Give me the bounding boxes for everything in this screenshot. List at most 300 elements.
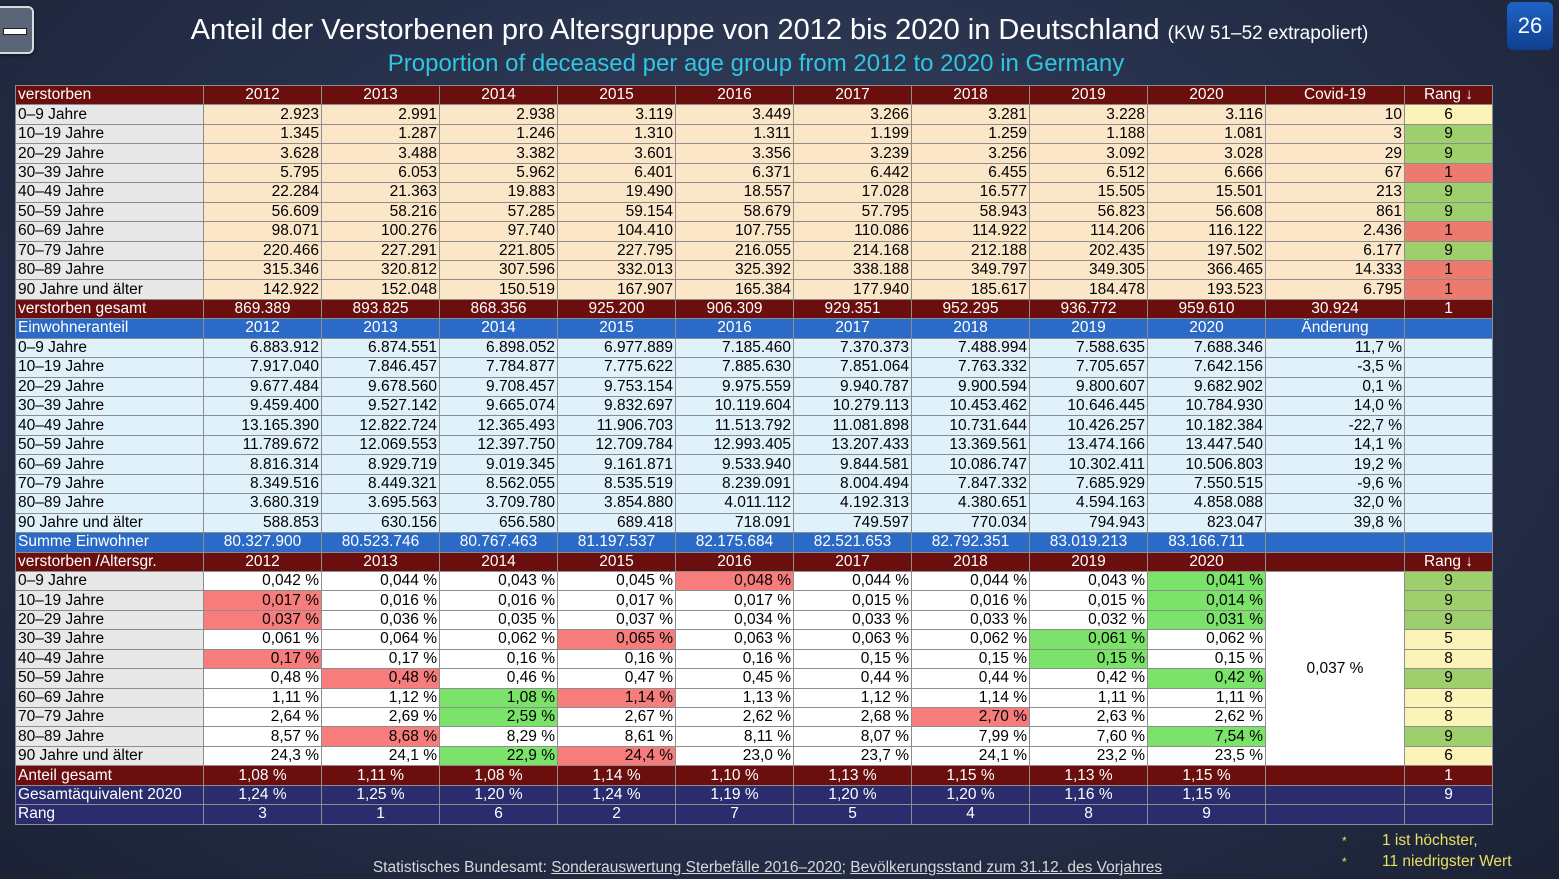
source-footer [0, 859, 1535, 877]
population-cell: 7.588.635 [1030, 338, 1148, 357]
death-count-cell: 19.883 [440, 183, 558, 202]
empty-cell [1405, 494, 1493, 513]
population-cell: 749.597 [794, 513, 912, 532]
deaths-row [16, 280, 1493, 299]
share-cell: 22,9 % [440, 746, 558, 765]
rank-cell: 9 [1405, 183, 1493, 202]
population-cell: 7.763.332 [912, 358, 1030, 377]
share-cell: 1,14 % [558, 688, 676, 707]
covid-count-cell: 10 [1266, 105, 1405, 124]
empty-cell [1405, 533, 1493, 552]
population-cell: 823.047 [1148, 513, 1266, 532]
death-count-cell: 56.609 [204, 202, 322, 221]
share-cell: 0,041 % [1148, 571, 1266, 590]
change-cell: 14,1 % [1266, 435, 1405, 454]
rang-cell: 1 [322, 805, 440, 824]
death-count-cell: 150.519 [440, 280, 558, 299]
death-count-cell: 3.116 [1148, 105, 1266, 124]
population-cell: 9.900.594 [912, 377, 1030, 396]
population-row [16, 338, 1493, 357]
covid-count-cell: 67 [1266, 163, 1405, 182]
equivalent-cell: 1,20 % [794, 785, 912, 804]
age-group-label: 10–19 Jahre [16, 358, 204, 377]
rang-cell: 6 [440, 805, 558, 824]
population-cell: 9.019.345 [440, 455, 558, 474]
population-row [16, 377, 1493, 396]
death-count-cell: 1.199 [794, 124, 912, 143]
share-total-label: Anteil gesamt [16, 766, 204, 785]
population-cell: 4.380.651 [912, 494, 1030, 513]
age-group-label: 90 Jahre und älter [16, 280, 204, 299]
share-cell: 0,44 % [912, 669, 1030, 688]
share-cell: 0,014 % [1148, 591, 1266, 610]
population-cell: 9.527.142 [322, 397, 440, 416]
population-row [16, 513, 1493, 532]
share-total-rank: 1 [1405, 766, 1493, 785]
rang-cell: 4 [912, 805, 1030, 824]
change-cell: 32,0 % [1266, 494, 1405, 513]
rank-cell: 9 [1405, 591, 1493, 610]
population-cell: 6.883.912 [204, 338, 322, 357]
population-cell: 6.977.889 [558, 338, 676, 357]
population-cell: 9.844.581 [794, 455, 912, 474]
year-header: 2019 [1030, 319, 1148, 338]
share-cell: 0,42 % [1148, 669, 1266, 688]
population-cell: 8.239.091 [676, 474, 794, 493]
rang-row [16, 805, 1493, 824]
change-cell: -22,7 % [1266, 416, 1405, 435]
share-cell: 0,15 % [794, 649, 912, 668]
source-prefix: Statistisches Bundesamt: [372, 859, 547, 876]
equivalent-rank: 9 [1405, 785, 1493, 804]
population-cell: 3.709.780 [440, 494, 558, 513]
population-cell: 10.086.747 [912, 455, 1030, 474]
population-cell: 3.680.319 [204, 494, 322, 513]
empty-cell [1405, 377, 1493, 396]
empty-cell [1405, 513, 1493, 532]
population-cell: 11.789.672 [204, 435, 322, 454]
deaths-total-cell: 952.295 [912, 299, 1030, 318]
share-cell: 0,017 % [676, 591, 794, 610]
share-cell: 8,07 % [794, 727, 912, 746]
rank-cell: 9 [1405, 669, 1493, 688]
share-cell: 0,16 % [440, 649, 558, 668]
legend-line-2 [1342, 853, 1512, 871]
death-count-cell: 325.392 [676, 260, 794, 279]
death-count-cell: 307.596 [440, 260, 558, 279]
death-count-cell: 216.055 [676, 241, 794, 260]
rank-cell: 9 [1405, 124, 1493, 143]
population-cell: 11.906.703 [558, 416, 676, 435]
death-count-cell: 152.048 [322, 280, 440, 299]
rank-cell: 1 [1405, 280, 1493, 299]
share-cell: 0,063 % [794, 630, 912, 649]
share-cell: 2,64 % [204, 708, 322, 727]
share-cell: 23,5 % [1148, 746, 1266, 765]
deaths-total-cell: 925.200 [558, 299, 676, 318]
population-cell: 13.447.540 [1148, 435, 1266, 454]
death-count-cell: 197.502 [1148, 241, 1266, 260]
empty-cell [1405, 397, 1493, 416]
change-cell: -3,5 % [1266, 358, 1405, 377]
year-header: 2014 [440, 552, 558, 571]
data-table [15, 85, 1493, 825]
deaths-row [16, 202, 1493, 221]
rank-cell: 9 [1405, 202, 1493, 221]
death-count-cell: 58.216 [322, 202, 440, 221]
death-count-cell: 6.371 [676, 163, 794, 182]
share-cell: 0,037 % [558, 610, 676, 629]
age-group-label: 60–69 Jahre [16, 222, 204, 241]
death-count-cell: 3.266 [794, 105, 912, 124]
legend-text-2: 11 niedrigster Wert [1382, 853, 1512, 870]
population-cell: 13.474.166 [1030, 435, 1148, 454]
population-cell: 9.161.871 [558, 455, 676, 474]
share-cell: 2,68 % [794, 708, 912, 727]
share-total-cell: 1,15 % [1148, 766, 1266, 785]
equivalent-cell: 1,16 % [1030, 785, 1148, 804]
death-count-cell: 110.086 [794, 222, 912, 241]
deaths-row [16, 144, 1493, 163]
equivalent-cell: 1,25 % [322, 785, 440, 804]
share-cell: 0,17 % [204, 649, 322, 668]
age-group-label: 60–69 Jahre [16, 688, 204, 707]
year-header: 2012 [204, 86, 322, 105]
population-cell: 10.182.384 [1148, 416, 1266, 435]
share-total-cell: 1,14 % [558, 766, 676, 785]
death-count-cell: 366.465 [1148, 260, 1266, 279]
equivalent-cell: 1,19 % [676, 785, 794, 804]
share-cell: 0,017 % [558, 591, 676, 610]
share-cell: 1,11 % [1148, 688, 1266, 707]
death-count-cell: 58.679 [676, 202, 794, 221]
death-count-cell: 185.617 [912, 280, 1030, 299]
death-count-cell: 21.363 [322, 183, 440, 202]
rank-cell: 6 [1405, 105, 1493, 124]
rank-header: Rang ↓ [1405, 552, 1493, 571]
population-cell: 7.885.630 [676, 358, 794, 377]
population-cell: 12.993.405 [676, 435, 794, 454]
death-count-cell: 1.345 [204, 124, 322, 143]
age-group-label: 40–49 Jahre [16, 416, 204, 435]
share-cell: 0,45 % [676, 669, 794, 688]
death-count-cell: 57.795 [794, 202, 912, 221]
death-count-cell: 220.466 [204, 241, 322, 260]
population-cell: 6.898.052 [440, 338, 558, 357]
population-cell: 7.488.994 [912, 338, 1030, 357]
year-header: 2014 [440, 86, 558, 105]
empty-cell [1266, 805, 1405, 824]
population-cell: 7.917.040 [204, 358, 322, 377]
share-cell: 7,54 % [1148, 727, 1266, 746]
section-header-label: Einwohneranteil [16, 319, 204, 338]
death-count-cell: 349.797 [912, 260, 1030, 279]
death-count-cell: 17.028 [794, 183, 912, 202]
deaths-row [16, 260, 1493, 279]
empty-cell [1405, 435, 1493, 454]
share-cell: 0,033 % [794, 610, 912, 629]
death-count-cell: 3.119 [558, 105, 676, 124]
population-cell: 7.685.929 [1030, 474, 1148, 493]
population-cell: 10.646.445 [1030, 397, 1148, 416]
empty-cell [1266, 785, 1405, 804]
death-count-cell: 3.228 [1030, 105, 1148, 124]
share-cell: 24,3 % [204, 746, 322, 765]
share-cell: 24,1 % [322, 746, 440, 765]
empty-cell [1266, 533, 1405, 552]
population-cell: 630.156 [322, 513, 440, 532]
population-cell: 4.594.163 [1030, 494, 1148, 513]
population-row [16, 397, 1493, 416]
population-cell: 10.731.644 [912, 416, 1030, 435]
death-count-cell: 3.488 [322, 144, 440, 163]
share-cell: 2,67 % [558, 708, 676, 727]
share-cell: 0,062 % [1148, 630, 1266, 649]
share-cell: 0,032 % [1030, 610, 1148, 629]
share-cell: 8,61 % [558, 727, 676, 746]
death-count-cell: 5.962 [440, 163, 558, 182]
death-count-cell: 3.239 [794, 144, 912, 163]
change-cell: 14,0 % [1266, 397, 1405, 416]
death-count-cell: 3.449 [676, 105, 794, 124]
death-count-cell: 15.505 [1030, 183, 1148, 202]
population-total-row [16, 533, 1493, 552]
year-header: 2013 [322, 319, 440, 338]
population-total-label: Summe Einwohner [16, 533, 204, 552]
death-count-cell: 100.276 [322, 222, 440, 241]
death-count-cell: 6.666 [1148, 163, 1266, 182]
year-header: 2020 [1148, 319, 1266, 338]
share-cell: 0,042 % [204, 571, 322, 590]
page-number-badge: 26 [1507, 2, 1553, 50]
rang-label: Rang [16, 805, 204, 824]
share-total-cell: 1,13 % [1030, 766, 1148, 785]
population-cell: 9.682.902 [1148, 377, 1266, 396]
death-count-cell: 1.287 [322, 124, 440, 143]
source-separator: ; [841, 859, 846, 876]
death-count-cell: 98.071 [204, 222, 322, 241]
share-cell: 0,15 % [1148, 649, 1266, 668]
death-count-cell: 227.291 [322, 241, 440, 260]
rank-cell: 6 [1405, 746, 1493, 765]
empty-cell [1405, 358, 1493, 377]
death-count-cell: 332.013 [558, 260, 676, 279]
rang-cell: 2 [558, 805, 676, 824]
rank-cell: 8 [1405, 649, 1493, 668]
population-cell: 9.677.484 [204, 377, 322, 396]
death-count-cell: 227.795 [558, 241, 676, 260]
population-cell: 9.832.697 [558, 397, 676, 416]
age-group-label: 30–39 Jahre [16, 630, 204, 649]
change-cell: 39,8 % [1266, 513, 1405, 532]
population-cell: 8.535.519 [558, 474, 676, 493]
population-cell: 11.513.792 [676, 416, 794, 435]
rank-cell: 9 [1405, 571, 1493, 590]
year-header: 2013 [322, 552, 440, 571]
rank-cell: 9 [1405, 610, 1493, 629]
death-count-cell: 212.188 [912, 241, 1030, 260]
population-cell: 13.165.390 [204, 416, 322, 435]
population-cell: 8.929.719 [322, 455, 440, 474]
population-cell: 718.091 [676, 513, 794, 532]
population-cell: 7.847.332 [912, 474, 1030, 493]
rank-cell: 1 [1405, 260, 1493, 279]
share-row [16, 571, 1493, 590]
death-count-cell: 184.478 [1030, 280, 1148, 299]
legend-line-1 [1342, 832, 1478, 850]
empty-header-cell [1405, 319, 1493, 338]
share-cell: 8,11 % [676, 727, 794, 746]
year-header: 2016 [676, 86, 794, 105]
share-cell: 0,044 % [322, 571, 440, 590]
rank-cell: 9 [1405, 727, 1493, 746]
age-group-label: 50–59 Jahre [16, 202, 204, 221]
death-count-cell: 3.256 [912, 144, 1030, 163]
population-row [16, 474, 1493, 493]
deaths-total-cell: 929.351 [794, 299, 912, 318]
share-cell: 0,048 % [676, 571, 794, 590]
death-count-cell: 3.628 [204, 144, 322, 163]
deaths-row [16, 163, 1493, 182]
share-cell: 0,16 % [558, 649, 676, 668]
death-count-cell: 114.206 [1030, 222, 1148, 241]
empty-cell [1266, 766, 1405, 785]
death-count-cell: 19.490 [558, 183, 676, 202]
age-group-label: 20–29 Jahre [16, 377, 204, 396]
year-header: 2015 [558, 86, 676, 105]
share-cell: 0,061 % [1030, 630, 1148, 649]
death-count-cell: 97.740 [440, 222, 558, 241]
population-total-cell: 82.792.351 [912, 533, 1030, 552]
population-cell: 7.775.622 [558, 358, 676, 377]
empty-cell [1405, 416, 1493, 435]
death-count-cell: 107.755 [676, 222, 794, 241]
equivalent-cell: 1,20 % [440, 785, 558, 804]
covid-count-cell: 2.436 [1266, 222, 1405, 241]
deaths-row [16, 241, 1493, 260]
death-count-cell: 15.501 [1148, 183, 1266, 202]
covid-count-cell: 14.333 [1266, 260, 1405, 279]
year-header: 2012 [204, 319, 322, 338]
population-row [16, 435, 1493, 454]
population-cell: 770.034 [912, 513, 1030, 532]
rang-cell: 8 [1030, 805, 1148, 824]
population-cell: 7.185.460 [676, 338, 794, 357]
year-header: 2013 [322, 86, 440, 105]
rank-cell: 1 [1405, 163, 1493, 182]
deaths-total-cell: 893.825 [322, 299, 440, 318]
population-cell: 7.784.877 [440, 358, 558, 377]
rank-cell: 9 [1405, 144, 1493, 163]
share-cell: 2,63 % [1030, 708, 1148, 727]
source-link-population[interactable]: Bevölkerungsstand zum 31.12. des Vorjahres [850, 859, 1163, 876]
population-cell: 4.192.313 [794, 494, 912, 513]
rang-cell: 7 [676, 805, 794, 824]
empty-cell [1405, 474, 1493, 493]
death-count-cell: 18.557 [676, 183, 794, 202]
legend-star-1: * [1342, 834, 1347, 848]
share-total-cell: 1,10 % [676, 766, 794, 785]
population-cell: 9.459.400 [204, 397, 322, 416]
deaths-row [16, 124, 1493, 143]
population-cell: 10.302.411 [1030, 455, 1148, 474]
death-count-cell: 57.285 [440, 202, 558, 221]
rang-cell: 9 [1148, 805, 1266, 824]
age-group-label: 40–49 Jahre [16, 649, 204, 668]
year-header: 2015 [558, 319, 676, 338]
death-count-cell: 6.512 [1030, 163, 1148, 182]
population-cell: 6.874.551 [322, 338, 440, 357]
death-count-cell: 6.442 [794, 163, 912, 182]
share-cell: 0,016 % [912, 591, 1030, 610]
death-count-cell: 177.940 [794, 280, 912, 299]
share-cell: 1,12 % [322, 688, 440, 707]
legend-star-2: * [1342, 855, 1347, 869]
population-cell: 7.642.156 [1148, 358, 1266, 377]
covid-count-cell: 3 [1266, 124, 1405, 143]
age-group-label: 80–89 Jahre [16, 260, 204, 279]
age-group-label: 0–9 Jahre [16, 338, 204, 357]
share-cell: 1,14 % [912, 688, 1030, 707]
share-cell: 0,17 % [322, 649, 440, 668]
death-count-cell: 58.943 [912, 202, 1030, 221]
deaths-row [16, 222, 1493, 241]
change-cell: 11,7 % [1266, 338, 1405, 357]
death-count-cell: 142.922 [204, 280, 322, 299]
share-cell: 0,045 % [558, 571, 676, 590]
share-cell: 1,13 % [676, 688, 794, 707]
covid-count-cell: 213 [1266, 183, 1405, 202]
death-count-cell: 6.455 [912, 163, 1030, 182]
covid-count-cell: 6.177 [1266, 241, 1405, 260]
share-cell: 8,57 % [204, 727, 322, 746]
population-cell: 8.004.494 [794, 474, 912, 493]
rang-cell: 3 [204, 805, 322, 824]
age-group-label: 0–9 Jahre [16, 105, 204, 124]
equivalent-cell: 1,20 % [912, 785, 1030, 804]
death-count-cell: 1.246 [440, 124, 558, 143]
population-cell: 10.453.462 [912, 397, 1030, 416]
death-count-cell: 59.154 [558, 202, 676, 221]
population-cell: 3.695.563 [322, 494, 440, 513]
slide-title [0, 14, 1559, 47]
share-cell: 8,68 % [322, 727, 440, 746]
deaths-total-cell: 936.772 [1030, 299, 1148, 318]
share-total-cell: 1,11 % [322, 766, 440, 785]
year-header: 2017 [794, 319, 912, 338]
population-cell: 7.851.064 [794, 358, 912, 377]
rank-cell: 8 [1405, 688, 1493, 707]
source-link-deaths[interactable]: Sonderauswertung Sterbefälle 2016–2020 [551, 859, 842, 876]
age-group-label: 0–9 Jahre [16, 571, 204, 590]
population-header-row [16, 319, 1493, 338]
year-header: 2018 [912, 86, 1030, 105]
death-count-cell: 315.346 [204, 260, 322, 279]
year-header: 2019 [1030, 86, 1148, 105]
age-group-label: 40–49 Jahre [16, 183, 204, 202]
section-header-label: verstorben /Altersgr. [16, 552, 204, 571]
deaths-total-row [16, 299, 1493, 318]
deaths-total-cell: 906.309 [676, 299, 794, 318]
equivalent-cell: 1,15 % [1148, 785, 1266, 804]
share-cell: 0,16 % [676, 649, 794, 668]
population-cell: 9.533.940 [676, 455, 794, 474]
equivalent-row [16, 785, 1493, 804]
death-count-cell: 320.812 [322, 260, 440, 279]
empty-cell [1405, 338, 1493, 357]
share-cell: 23,2 % [1030, 746, 1148, 765]
share-cell: 24,4 % [558, 746, 676, 765]
